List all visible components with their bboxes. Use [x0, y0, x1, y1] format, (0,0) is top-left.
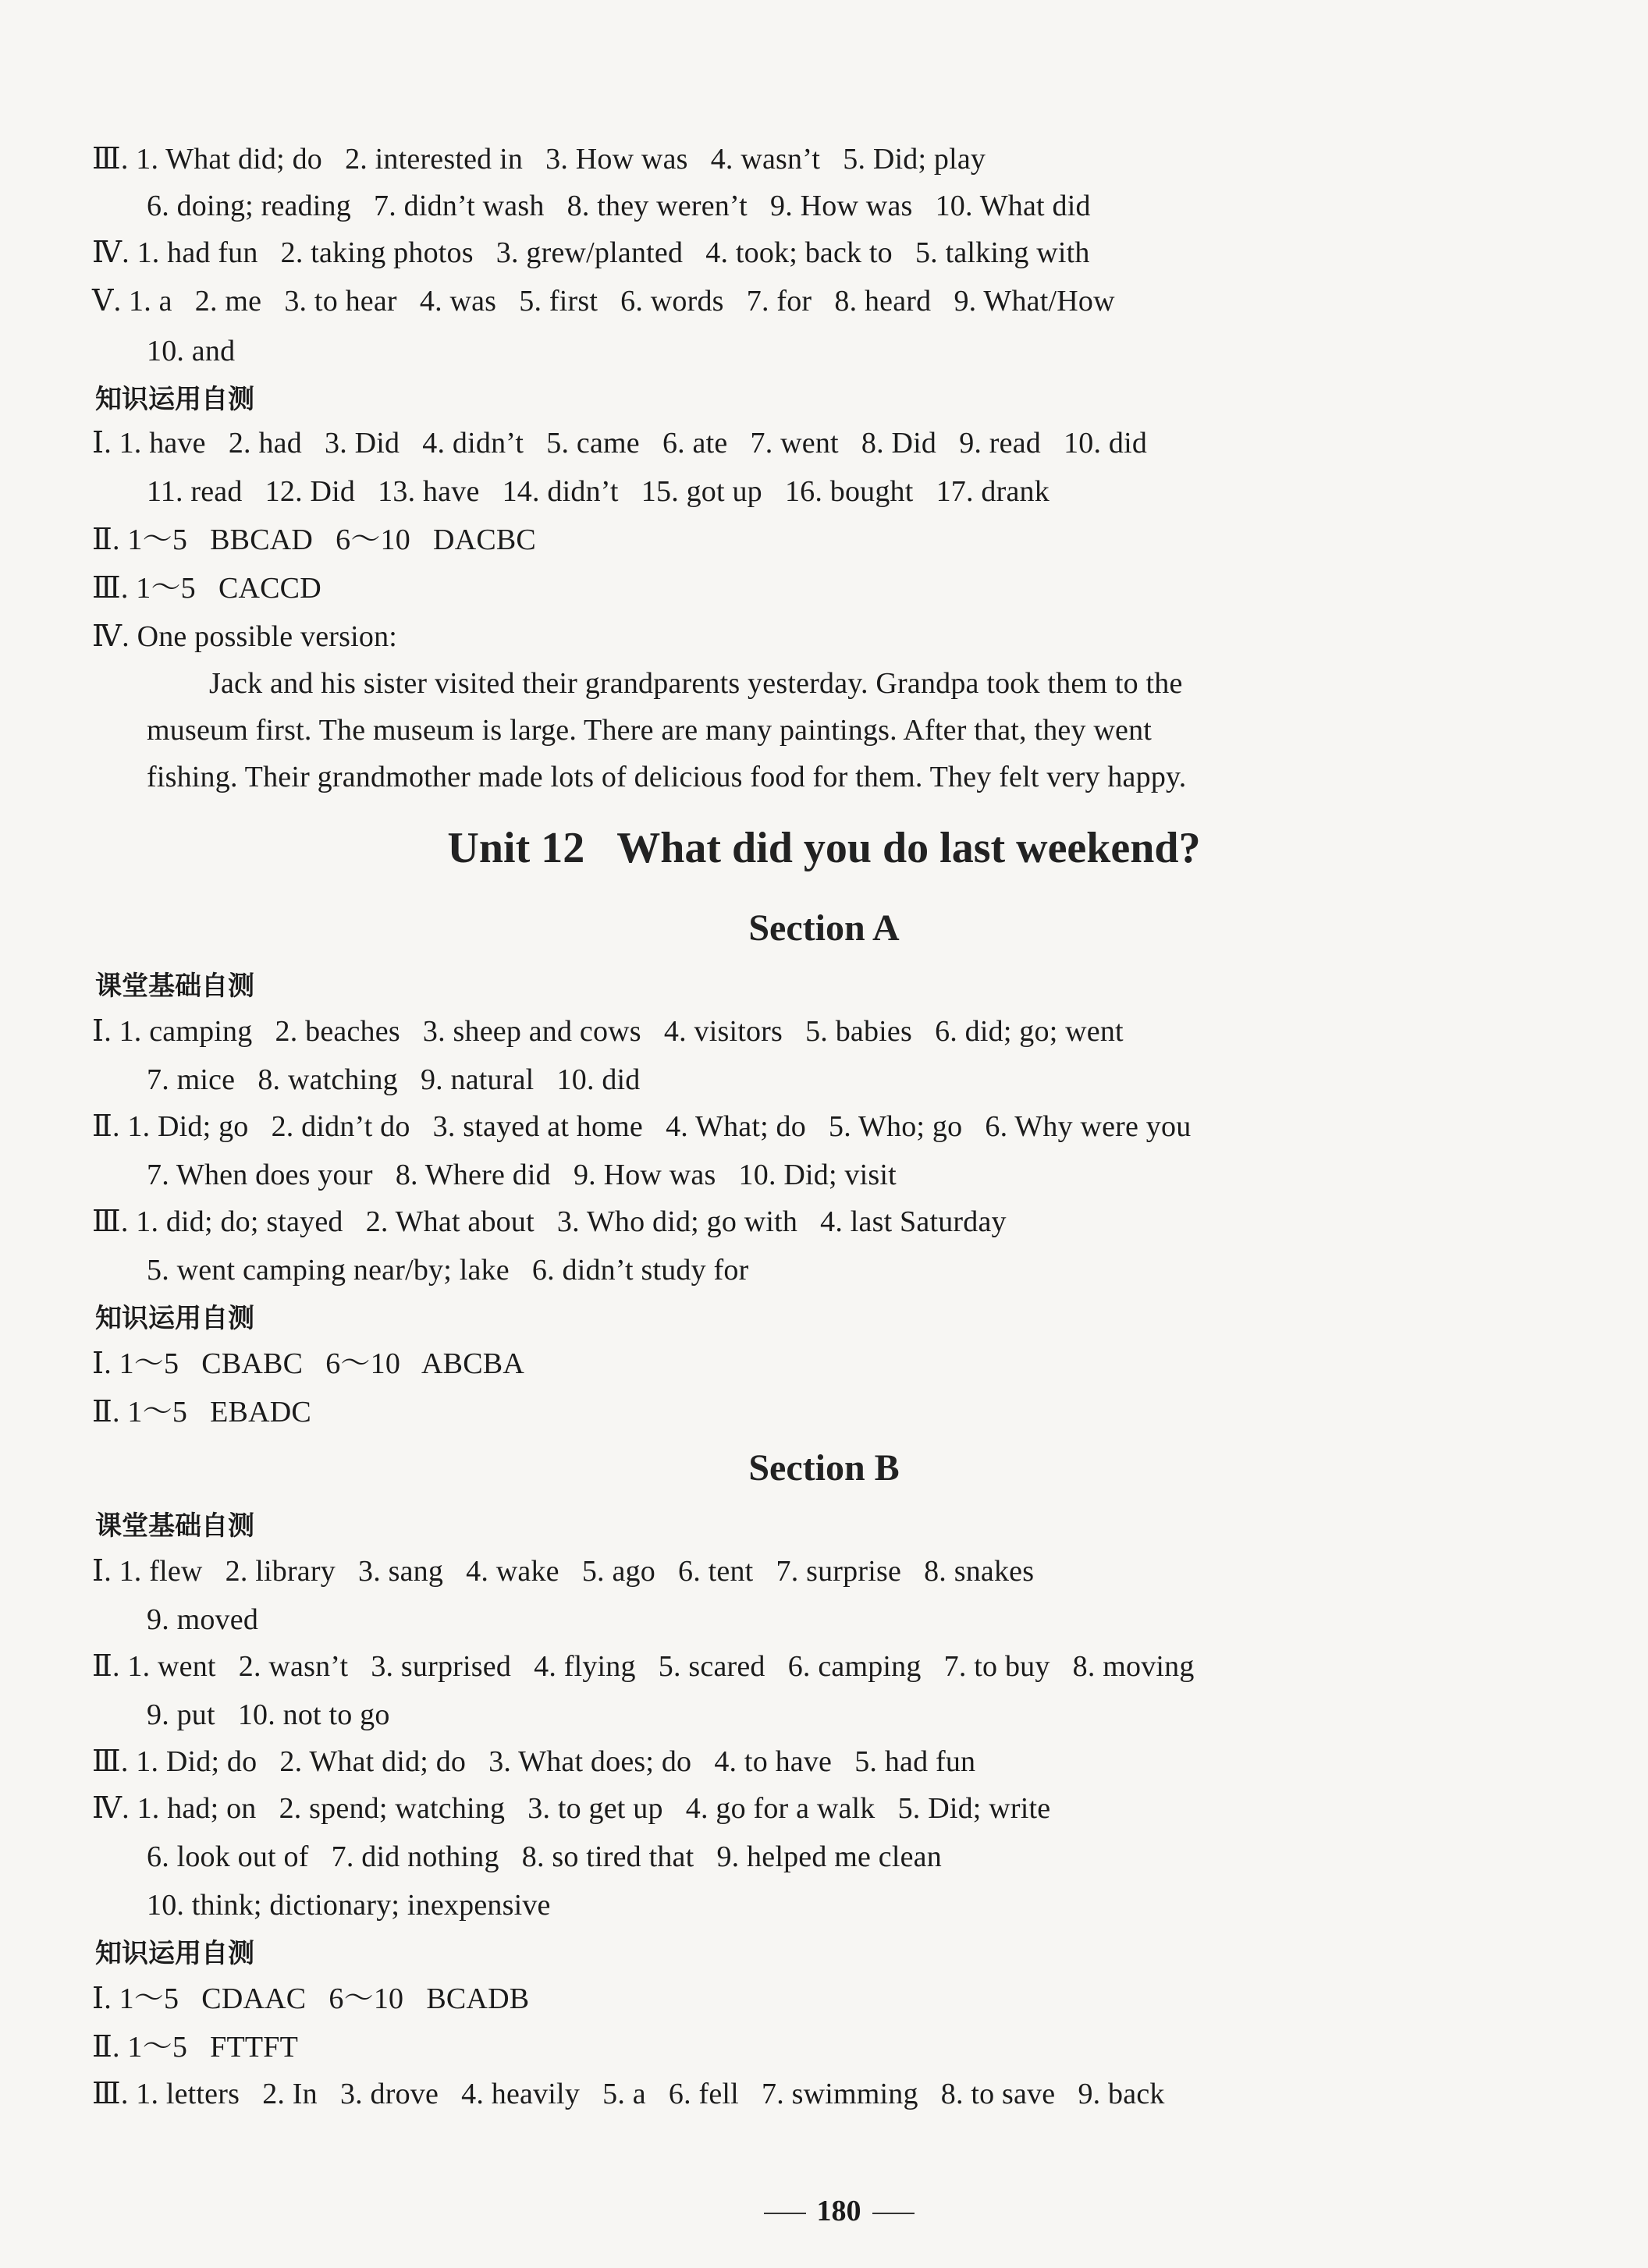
page-number: 180 — [816, 2195, 861, 2227]
section-title: Section A — [748, 907, 900, 949]
answer-line: Ⅰ. 1～5 CBABC 6～10 ABCBA — [92, 1347, 524, 1380]
essay-line: fishing. Their grandmother made lots of delicious food for them. They felt very happy. — [147, 761, 1187, 793]
answer-line: Ⅲ. 1. letters 2. In 3. drove 4. heavily 5. a 6. fell 7. swimming 8. to save 9. back — [92, 2078, 1165, 2110]
answer-line: Ⅰ. 1. have 2. had 3. Did 4. didn’t 5. came 6. ate 7. went 8. Did 9. read 10. did — [92, 427, 1148, 460]
answer-line: 7. mice 8. watching 9. natural 10. did — [147, 1063, 641, 1096]
answer-line: Ⅲ. 1～5 CACCD — [92, 572, 321, 605]
subsection-heading: 知识运用自测 — [95, 1303, 254, 1334]
answer-line: 5. went camping near/by; lake 6. didn’t study for — [147, 1254, 749, 1287]
subsection-heading: 课堂基础自测 — [95, 971, 254, 1002]
answer-line: Ⅱ. 1～5 BBCAD 6～10 DACBC — [92, 524, 536, 556]
answer-line: 6. doing; reading 7. didn’t wash 8. they weren’t 9. How was 10. What did — [147, 190, 1091, 222]
essay-line: museum first. The museum is large. There are many paintings. After that, they went — [147, 714, 1153, 747]
answer-line: Ⅰ. 1～5 CDAAC 6～10 BCADB — [92, 1982, 530, 2015]
answer-line: 10. and — [147, 335, 236, 367]
answer-line: Ⅳ. 1. had fun 2. taking photos 3. grew/planted 4. took; back to 5. talking with — [92, 236, 1090, 269]
answer-line: Ⅲ. 1. did; do; stayed 2. What about 3. Who did; go with 4. last Saturday — [92, 1205, 1007, 1238]
answer-line: 7. When does your 8. Where did 9. How was 10. Did; visit — [147, 1159, 897, 1191]
answer-line: Ⅰ. 1. flew 2. library 3. sang 4. wake 5. ago 6. tent 7. surprise 8. snakes — [92, 1555, 1035, 1588]
answer-line: 10. think; dictionary; inexpensive — [147, 1889, 551, 1922]
section-title: Section B — [748, 1447, 900, 1489]
footer-dash-left — [764, 2213, 806, 2214]
answer-line: Ⅲ. 1. Did; do 2. What did; do 3. What does; do 4. to have 5. had fun — [92, 1745, 976, 1778]
answer-line: Ⅱ. 1. Did; go 2. didn’t do 3. stayed at home 4. What; do 5. Who; go 6. Why were you — [92, 1110, 1192, 1143]
answer-line: Ⅱ. 1～5 FTTFT — [92, 2031, 299, 2064]
unit-title: Unit 12 What did you do last weekend? — [447, 824, 1201, 872]
answer-line: Ⅳ. 1. had; on 2. spend; watching 3. to get up 4. go for a walk 5. Did; write — [92, 1792, 1051, 1825]
answer-line: 11. read 12. Did 13. have 14. didn’t 15. got up 16. bought 17. drank — [147, 475, 1050, 508]
subsection-heading: 知识运用自测 — [95, 384, 254, 415]
answer-line: Ⅳ. One possible version: — [92, 620, 398, 653]
footer-dash-right — [872, 2213, 915, 2214]
answer-line: Ⅴ. 1. a 2. me 3. to hear 4. was 5. first 6. words 7. for 8. heard 9. What/How — [92, 285, 1115, 318]
page-footer — [0, 2155, 1648, 2267]
answer-line: 6. look out of 7. did nothing 8. so tired that 9. helped me clean — [147, 1840, 942, 1873]
subsection-heading: 课堂基础自测 — [95, 1510, 254, 1542]
essay-line: Jack and his sister visited their grandparents yesterday. Grandpa took them to the — [209, 667, 1183, 700]
answer-line: 9. put 10. not to go — [147, 1698, 390, 1731]
answer-line: 9. moved — [147, 1603, 259, 1636]
answer-line: Ⅰ. 1. camping 2. beaches 3. sheep and cows 4. visitors 5. babies 6. did; go; went — [92, 1015, 1124, 1048]
answer-line: Ⅱ. 1. went 2. wasn’t 3. surprised 4. flying 5. scared 6. camping 7. to buy 8. moving — [92, 1650, 1195, 1683]
subsection-heading: 知识运用自测 — [95, 1938, 254, 1969]
answer-line: Ⅱ. 1～5 EBADC — [92, 1396, 311, 1429]
answer-line: Ⅲ. 1. What did; do 2. interested in 3. How was 4. wasn’t 5. Did; play — [92, 143, 986, 176]
